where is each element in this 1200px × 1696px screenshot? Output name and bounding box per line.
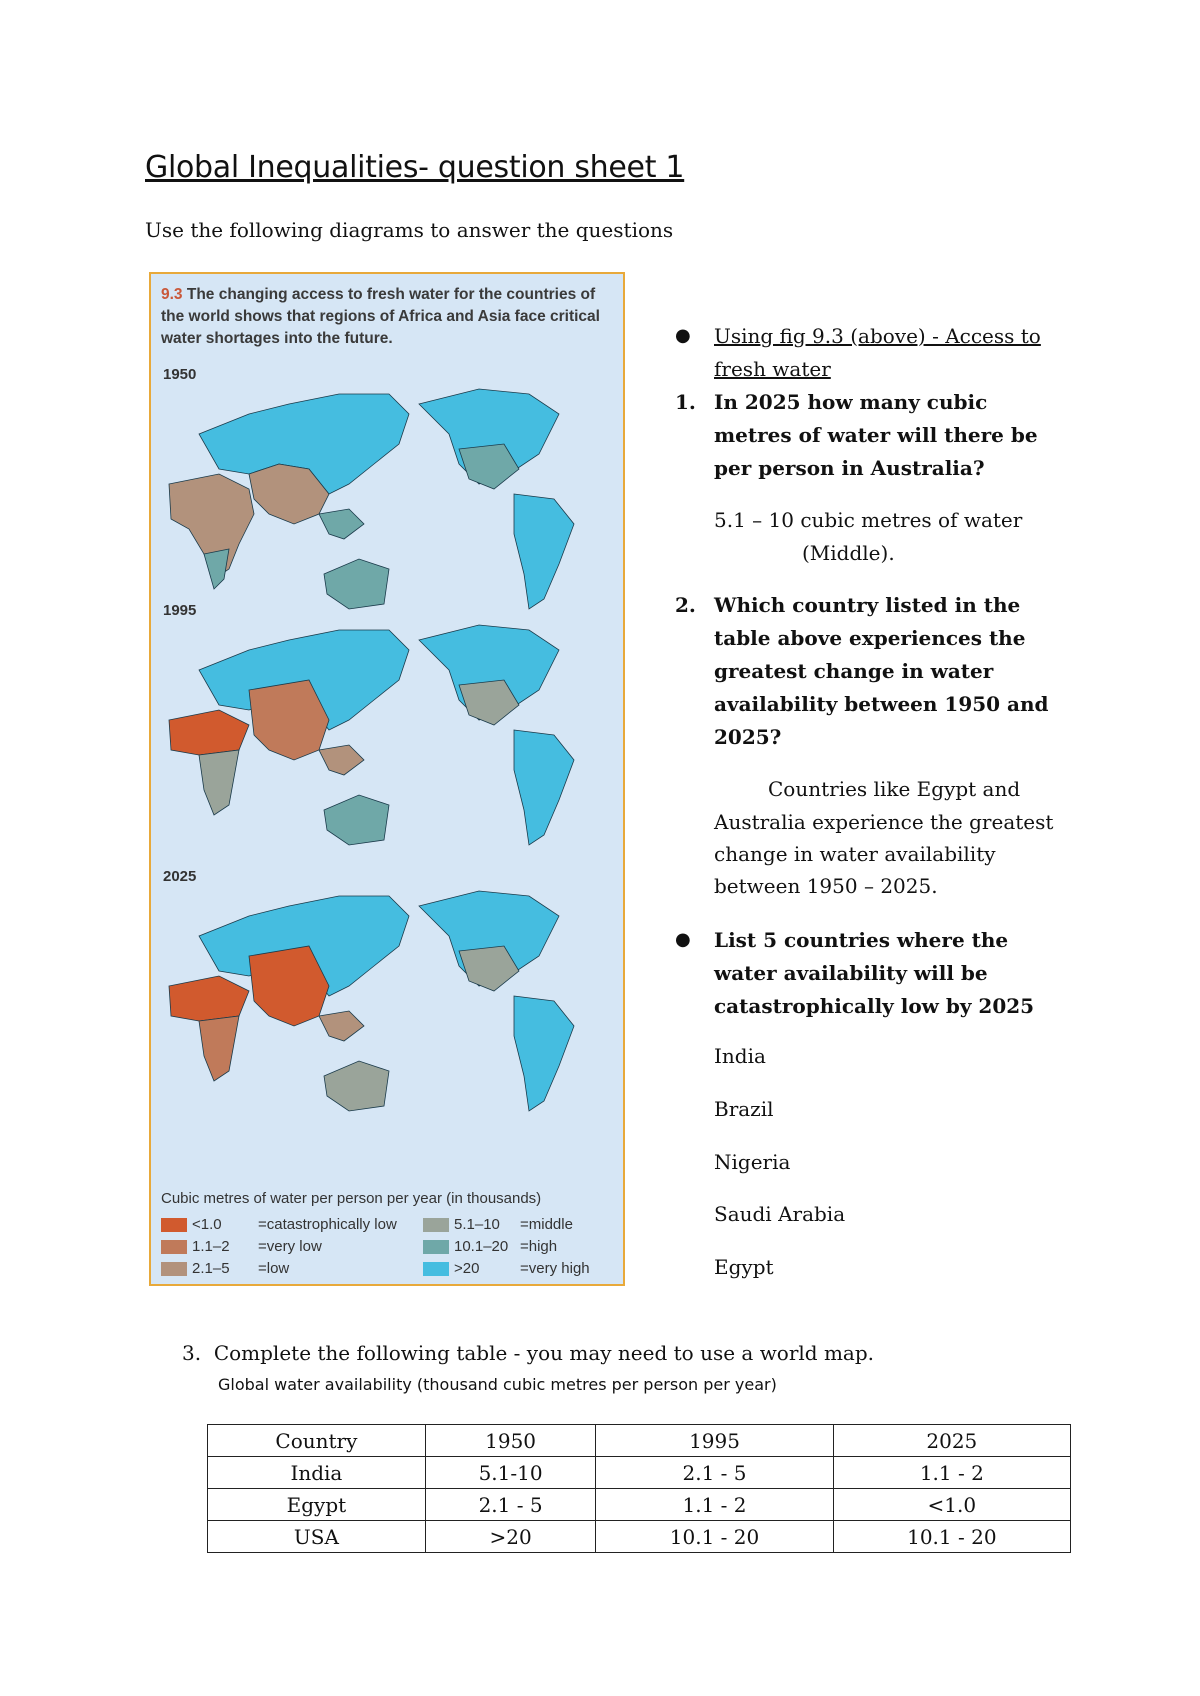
table-cell: 10.1 - 20 — [596, 1521, 833, 1553]
table-cell: 2.1 - 5 — [425, 1489, 596, 1521]
country-answer: India — [714, 1044, 766, 1068]
world-map-1995 — [159, 610, 619, 860]
bullet-question: List 5 countries where the water availability will be catastrophically low by 2025 — [714, 928, 1035, 1018]
table-header-row — [208, 1425, 1071, 1457]
header-cell: 1995 — [596, 1425, 833, 1457]
map-year-label: 2025 — [163, 868, 197, 885]
legend-item: 5.1–10 =middle — [423, 1216, 573, 1233]
table-row — [208, 1489, 1071, 1521]
figure-caption: 9.3 The changing access to fresh water for the countries of the world shows that regions of Africa and Asia face critical water shortages into the future. — [161, 286, 600, 347]
table-cell: <1.0 — [833, 1489, 1070, 1521]
bullet-icon: ● — [675, 929, 691, 950]
legend-item: 2.1–5 =low — [161, 1260, 289, 1277]
legend-item: <1.0 =catastrophically low — [161, 1216, 397, 1233]
answer-1-line: 5.1 – 10 cubic metres of water — [714, 508, 1023, 532]
header-cell: 1950 — [425, 1425, 596, 1457]
country-answer: Saudi Arabia — [714, 1202, 846, 1226]
country-answer: Brazil — [714, 1097, 774, 1121]
water-table — [207, 1424, 1071, 1553]
figure-panel — [149, 272, 625, 1286]
map-year-label: 1995 — [163, 602, 197, 619]
answer-2-line: Countries like Egypt and — [768, 777, 1021, 801]
map-year-label: 1950 — [163, 366, 197, 383]
answer-1-line: (Middle). — [802, 541, 895, 565]
table-row — [208, 1457, 1071, 1489]
question-3: 3. Complete the following table - you may need to use a world map. — [182, 1341, 875, 1365]
country-answer: Nigeria — [714, 1150, 791, 1174]
question-2: Which country listed in the table above experiences the greatest change in water availability between 1950 and 2025? — [714, 593, 1049, 749]
legend-title: Cubic metres of water per person per year (in thousands) — [161, 1190, 542, 1207]
world-map-1950 — [159, 374, 619, 624]
table-row — [208, 1521, 1071, 1553]
legend-swatch — [423, 1240, 449, 1254]
legend-swatch — [161, 1240, 187, 1254]
answer-2-line: between 1950 – 2025. — [714, 874, 938, 898]
answer-2-line: change in water availability — [714, 842, 996, 866]
table-cell: 1.1 - 2 — [833, 1457, 1070, 1489]
legend-swatch — [161, 1218, 187, 1232]
legend-swatch — [423, 1218, 449, 1232]
country-answer: Egypt — [714, 1255, 774, 1279]
world-map-2025 — [159, 876, 619, 1126]
question-number: 1. — [675, 390, 696, 414]
table-caption: Global water availability (thousand cubic metres per person per year) — [218, 1375, 777, 1394]
legend-item: 1.1–2 =very low — [161, 1238, 322, 1255]
page-title: Global Inequalities- question sheet 1 — [145, 150, 685, 185]
bullet-heading: Using fig 9.3 (above) - Access to fresh water — [714, 324, 1041, 381]
table-cell: 1.1 - 2 — [596, 1489, 833, 1521]
table-cell: Egypt — [208, 1489, 426, 1521]
legend-item: 10.1–20 =high — [423, 1238, 557, 1255]
intro-text: Use the following diagrams to answer the questions — [145, 218, 674, 242]
table-cell: >20 — [425, 1521, 596, 1553]
table-cell: USA — [208, 1521, 426, 1553]
header-cell: 2025 — [833, 1425, 1070, 1457]
header-cell: Country — [208, 1425, 426, 1457]
bullet-icon: ● — [675, 325, 691, 346]
legend-swatch — [161, 1262, 187, 1276]
question-number: 2. — [675, 593, 696, 617]
question-1: In 2025 how many cubic metres of water will there be per person in Australia? — [714, 390, 1038, 480]
table-cell: India — [208, 1457, 426, 1489]
answer-2-line: Australia experience the greatest — [714, 810, 1054, 834]
legend-item: >20 =very high — [423, 1260, 590, 1277]
table-cell: 5.1-10 — [425, 1457, 596, 1489]
table-cell: 10.1 - 20 — [833, 1521, 1070, 1553]
legend-swatch — [423, 1262, 449, 1276]
table-cell: 2.1 - 5 — [596, 1457, 833, 1489]
